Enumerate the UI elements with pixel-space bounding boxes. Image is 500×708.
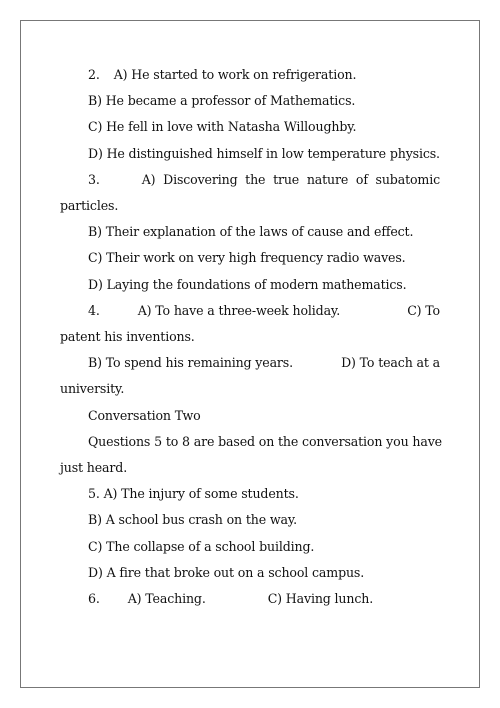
q6-option-c: C) Having lunch. bbox=[267, 591, 374, 607]
q6-option-a: A) Teaching. bbox=[127, 591, 206, 607]
q4-option-d-start: D) To teach at a bbox=[341, 355, 440, 371]
q3-option-a-part1: A) Discovering the true nature of subatomic bbox=[141, 171, 440, 187]
q4-number: 4. bbox=[88, 302, 100, 318]
q4-left bbox=[88, 298, 340, 324]
q5-option-d: D) A fire that broke out on a school campus. bbox=[88, 564, 365, 580]
q3-option-a-line1 bbox=[60, 167, 440, 193]
q2-number: 2. bbox=[88, 67, 100, 82]
q4-option-c-end: patent his inventions. bbox=[60, 329, 195, 345]
q6-number: 6. bbox=[88, 591, 100, 607]
q3-number: 3. bbox=[88, 171, 100, 187]
q2-option-a: A) He started to work on refrigeration. bbox=[113, 67, 357, 82]
q4-option-d-end: university. bbox=[60, 381, 125, 397]
q5-option-b: B) A school bus crash on the way. bbox=[88, 512, 297, 528]
q4-line2 bbox=[60, 350, 440, 376]
q4-option-b: B) To spend his remaining years. bbox=[88, 355, 293, 371]
q2-option-c: C) He fell in love with Natasha Willoughby. bbox=[88, 119, 357, 135]
q2-option-a-line bbox=[60, 62, 440, 88]
section-intro-line1: Questions 5 to 8 are based on the conversation you have bbox=[88, 433, 442, 449]
section-title: Conversation Two bbox=[88, 407, 201, 423]
document-body bbox=[60, 62, 440, 612]
section-intro-line2: just heard. bbox=[60, 460, 128, 476]
q3-option-d: D) Laying the foundations of modern mathematics. bbox=[88, 276, 407, 292]
q6-line bbox=[60, 586, 440, 612]
q4-option-a: A) To have a three-week holiday. bbox=[137, 302, 341, 318]
q5-option-c: C) The collapse of a school building. bbox=[88, 538, 315, 554]
q3-option-b: B) Their explanation of the laws of cause and effect. bbox=[88, 224, 414, 240]
q5-option-a: 5. A) The injury of some students. bbox=[88, 486, 299, 502]
q2-option-d: D) He distinguished himself in low temperature physics. bbox=[88, 145, 440, 161]
q3-option-c: C) Their work on very high frequency radio waves. bbox=[88, 250, 406, 266]
q3-option-a-line2: particles. bbox=[60, 198, 119, 214]
q4-line1 bbox=[60, 298, 440, 324]
q4-option-c-start: C) To bbox=[407, 302, 440, 318]
q2-option-b: B) He became a professor of Mathematics. bbox=[88, 93, 356, 109]
